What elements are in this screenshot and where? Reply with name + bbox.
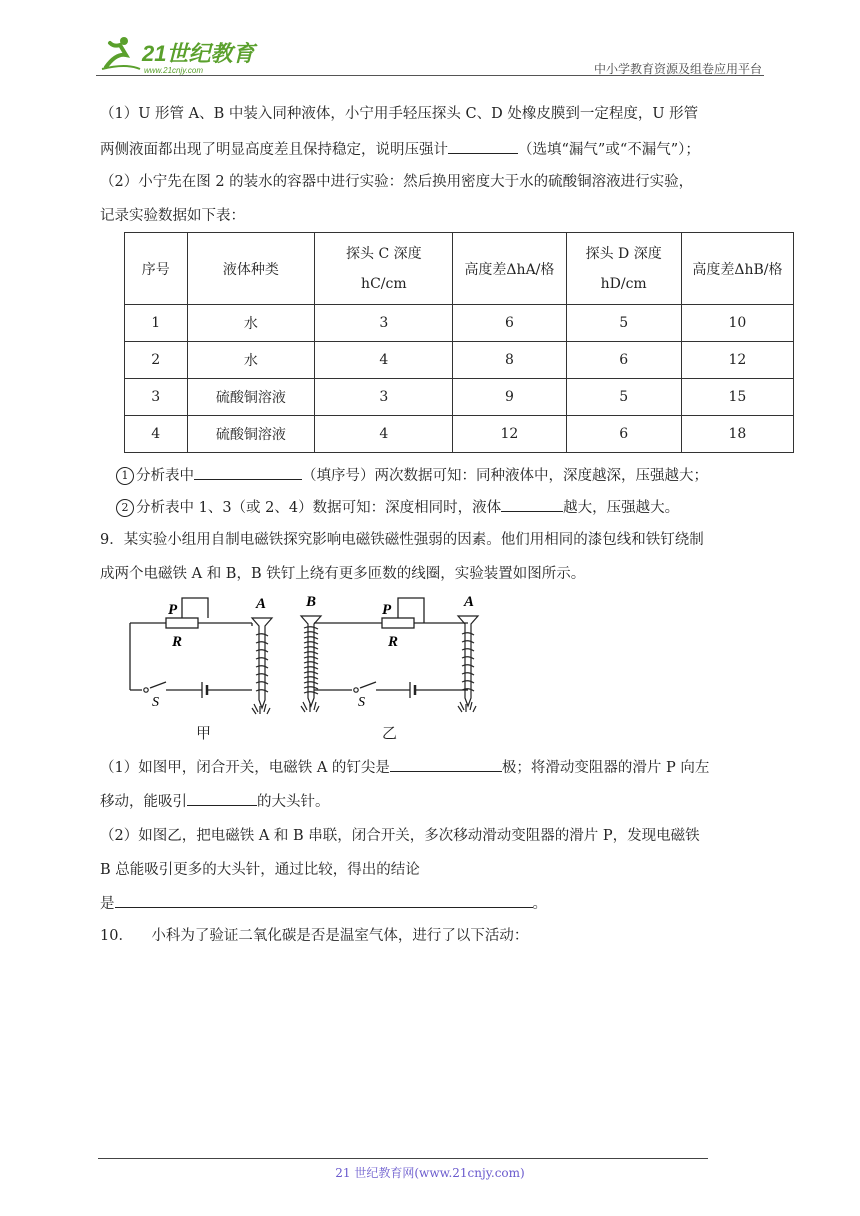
footer-text: 21 世纪教育网(www.21cnjy.com)	[335, 1166, 525, 1180]
th-depth-c-unit: hC/cm	[361, 275, 407, 292]
logo-text: 21世纪教育	[142, 41, 255, 66]
analysis-1	[116, 464, 780, 486]
th-diff-a: 高度差ΔhA/格	[453, 233, 566, 305]
q8-part1-text-b: （选填“漏气”或“不漏气”）；	[518, 142, 700, 158]
th-liquid: 液体种类	[187, 233, 315, 305]
table-row	[125, 416, 794, 453]
q8-part1-text-a: 两侧液面都出现了明显高度差且保持稳定，说明压强计	[100, 142, 448, 158]
cell: 水	[187, 305, 315, 342]
q8-part2-line2: 记录实验数据如下表：	[100, 208, 245, 224]
label-p-right: P	[382, 602, 392, 618]
footer-divider	[98, 1158, 708, 1159]
analysis-2-text-b: 越大，压强越大。	[563, 500, 680, 516]
label-a-left: A	[256, 596, 267, 612]
table-row	[125, 379, 794, 416]
cell: 3	[125, 379, 188, 416]
answer-blank-conclusion[interactable]	[115, 892, 533, 908]
logo-url: www.21cnjy.com	[144, 66, 203, 75]
q9-part2-line1: （2）如图乙，把电磁铁 A 和 B 串联，闭合开关，多次移动滑动变阻器的滑片 P，发现电磁铁	[100, 828, 700, 844]
cell: 硫酸铜溶液	[187, 416, 315, 453]
circled-number-2: 2	[116, 499, 134, 517]
q9-part1-text-a: （1）如图甲，闭合开关，电磁铁 A 的钉尖是	[100, 760, 390, 776]
caption-yi: 乙	[382, 724, 398, 742]
table-header-row	[125, 233, 794, 305]
label-r-left: R	[172, 634, 183, 650]
answer-blank-leak[interactable]	[448, 138, 518, 154]
analysis-2	[116, 496, 780, 518]
label-s-right: S	[358, 695, 365, 710]
q8-part2-line1: （2）小宁先在图 2 的装水的容器中进行实验：然后换用密度大于水的硫酸铜溶液进行实验，	[100, 174, 694, 190]
cell: 2	[125, 342, 188, 379]
q9-part1-line1	[100, 756, 764, 778]
cell: 12	[453, 416, 566, 453]
q9-part1-text-c: 移动，能吸引	[100, 794, 187, 810]
q9-part2-line3	[100, 892, 764, 914]
analysis-2-text-a: 分析表中 1、3（或 2、4）数据可知：深度相同时，液体	[136, 500, 502, 516]
cell: 5	[566, 379, 681, 416]
q9-part1-line2	[100, 790, 764, 812]
answer-blank-density[interactable]	[501, 496, 563, 512]
th-diff-b: 高度差ΔhB/格	[681, 233, 793, 305]
label-a-right: A	[464, 594, 475, 610]
cell: 8	[453, 342, 566, 379]
cell: 3	[315, 305, 453, 342]
nail-a-right	[458, 616, 478, 712]
cell: 3	[315, 379, 453, 416]
circuit-left	[130, 598, 252, 698]
th-depth-d-label: 探头 D 深度	[585, 245, 662, 262]
cell: 4	[315, 342, 453, 379]
cell: 4	[125, 416, 188, 453]
analysis-1-text-a: 分析表中	[136, 468, 194, 484]
q9-part2-line2: B 总能吸引更多的大头针，通过比较，得出的结论	[100, 862, 420, 878]
q8-part1-line2	[100, 138, 764, 160]
cell: 5	[566, 305, 681, 342]
cell: 1	[125, 305, 188, 342]
cell: 水	[187, 342, 315, 379]
th-depth-d-unit: hD/cm	[600, 275, 647, 292]
q10-line1: 10． 小科为了验证二氧化碳是否是温室气体，进行了以下活动：	[100, 928, 529, 944]
circuit-figure	[120, 590, 520, 720]
q9-part2-text-a: 是	[100, 896, 115, 912]
th-depth-d	[566, 233, 681, 305]
label-p-left: P	[168, 602, 178, 618]
q9-part1-text-d: 的大头针。	[257, 794, 330, 810]
cell: 18	[681, 416, 793, 453]
cell: 12	[681, 342, 793, 379]
label-s-left: S	[152, 695, 159, 710]
q8-part1-line1: （1）U 形管 A、B 中装入同种液体，小宁用手轻压探头 C、D 处橡皮膜到一定程度，U 形管	[100, 106, 699, 122]
label-r-right: R	[388, 634, 399, 650]
header-divider	[96, 75, 764, 76]
cell: 6	[566, 342, 681, 379]
th-index: 序号	[125, 233, 188, 305]
cell: 硫酸铜溶液	[187, 379, 315, 416]
cell: 9	[453, 379, 566, 416]
q9-line1: 9．某实验小组用自制电磁铁探究影响电磁铁磁性强弱的因素。他们用相同的漆包线和铁钉绕制	[100, 532, 704, 548]
nail-a-left	[252, 618, 272, 714]
platform-name: 中小学教育资源及组卷应用平台	[593, 62, 762, 76]
answer-blank-index[interactable]	[194, 464, 302, 480]
data-table	[124, 232, 794, 453]
table-row	[125, 342, 794, 379]
cell: 15	[681, 379, 793, 416]
analysis-1-text-b: （填序号）两次数据可知：同种液体中，深度越深，压强越大；	[302, 468, 708, 484]
table-row	[125, 305, 794, 342]
th-depth-c-label: 探头 C 深度	[346, 245, 422, 262]
answer-blank-more-less[interactable]	[187, 790, 257, 806]
nail-b	[301, 616, 321, 712]
th-depth-c	[315, 233, 453, 305]
cell: 4	[315, 416, 453, 453]
q9-line2: 成两个电磁铁 A 和 B，B 铁钉上绕有更多匝数的线圈，实验装置如图所示。	[100, 566, 586, 582]
site-logo	[96, 33, 266, 75]
caption-jia: 甲	[196, 724, 212, 742]
q9-part1-text-b: 极；将滑动变阻器的滑片 P 向左	[501, 760, 710, 776]
cell: 6	[453, 305, 566, 342]
label-b: B	[306, 594, 317, 610]
circled-number-1: 1	[116, 467, 134, 485]
q9-part2-text-b: 。	[532, 896, 547, 912]
answer-blank-pole[interactable]	[390, 756, 502, 772]
cell: 6	[566, 416, 681, 453]
cell: 10	[681, 305, 793, 342]
